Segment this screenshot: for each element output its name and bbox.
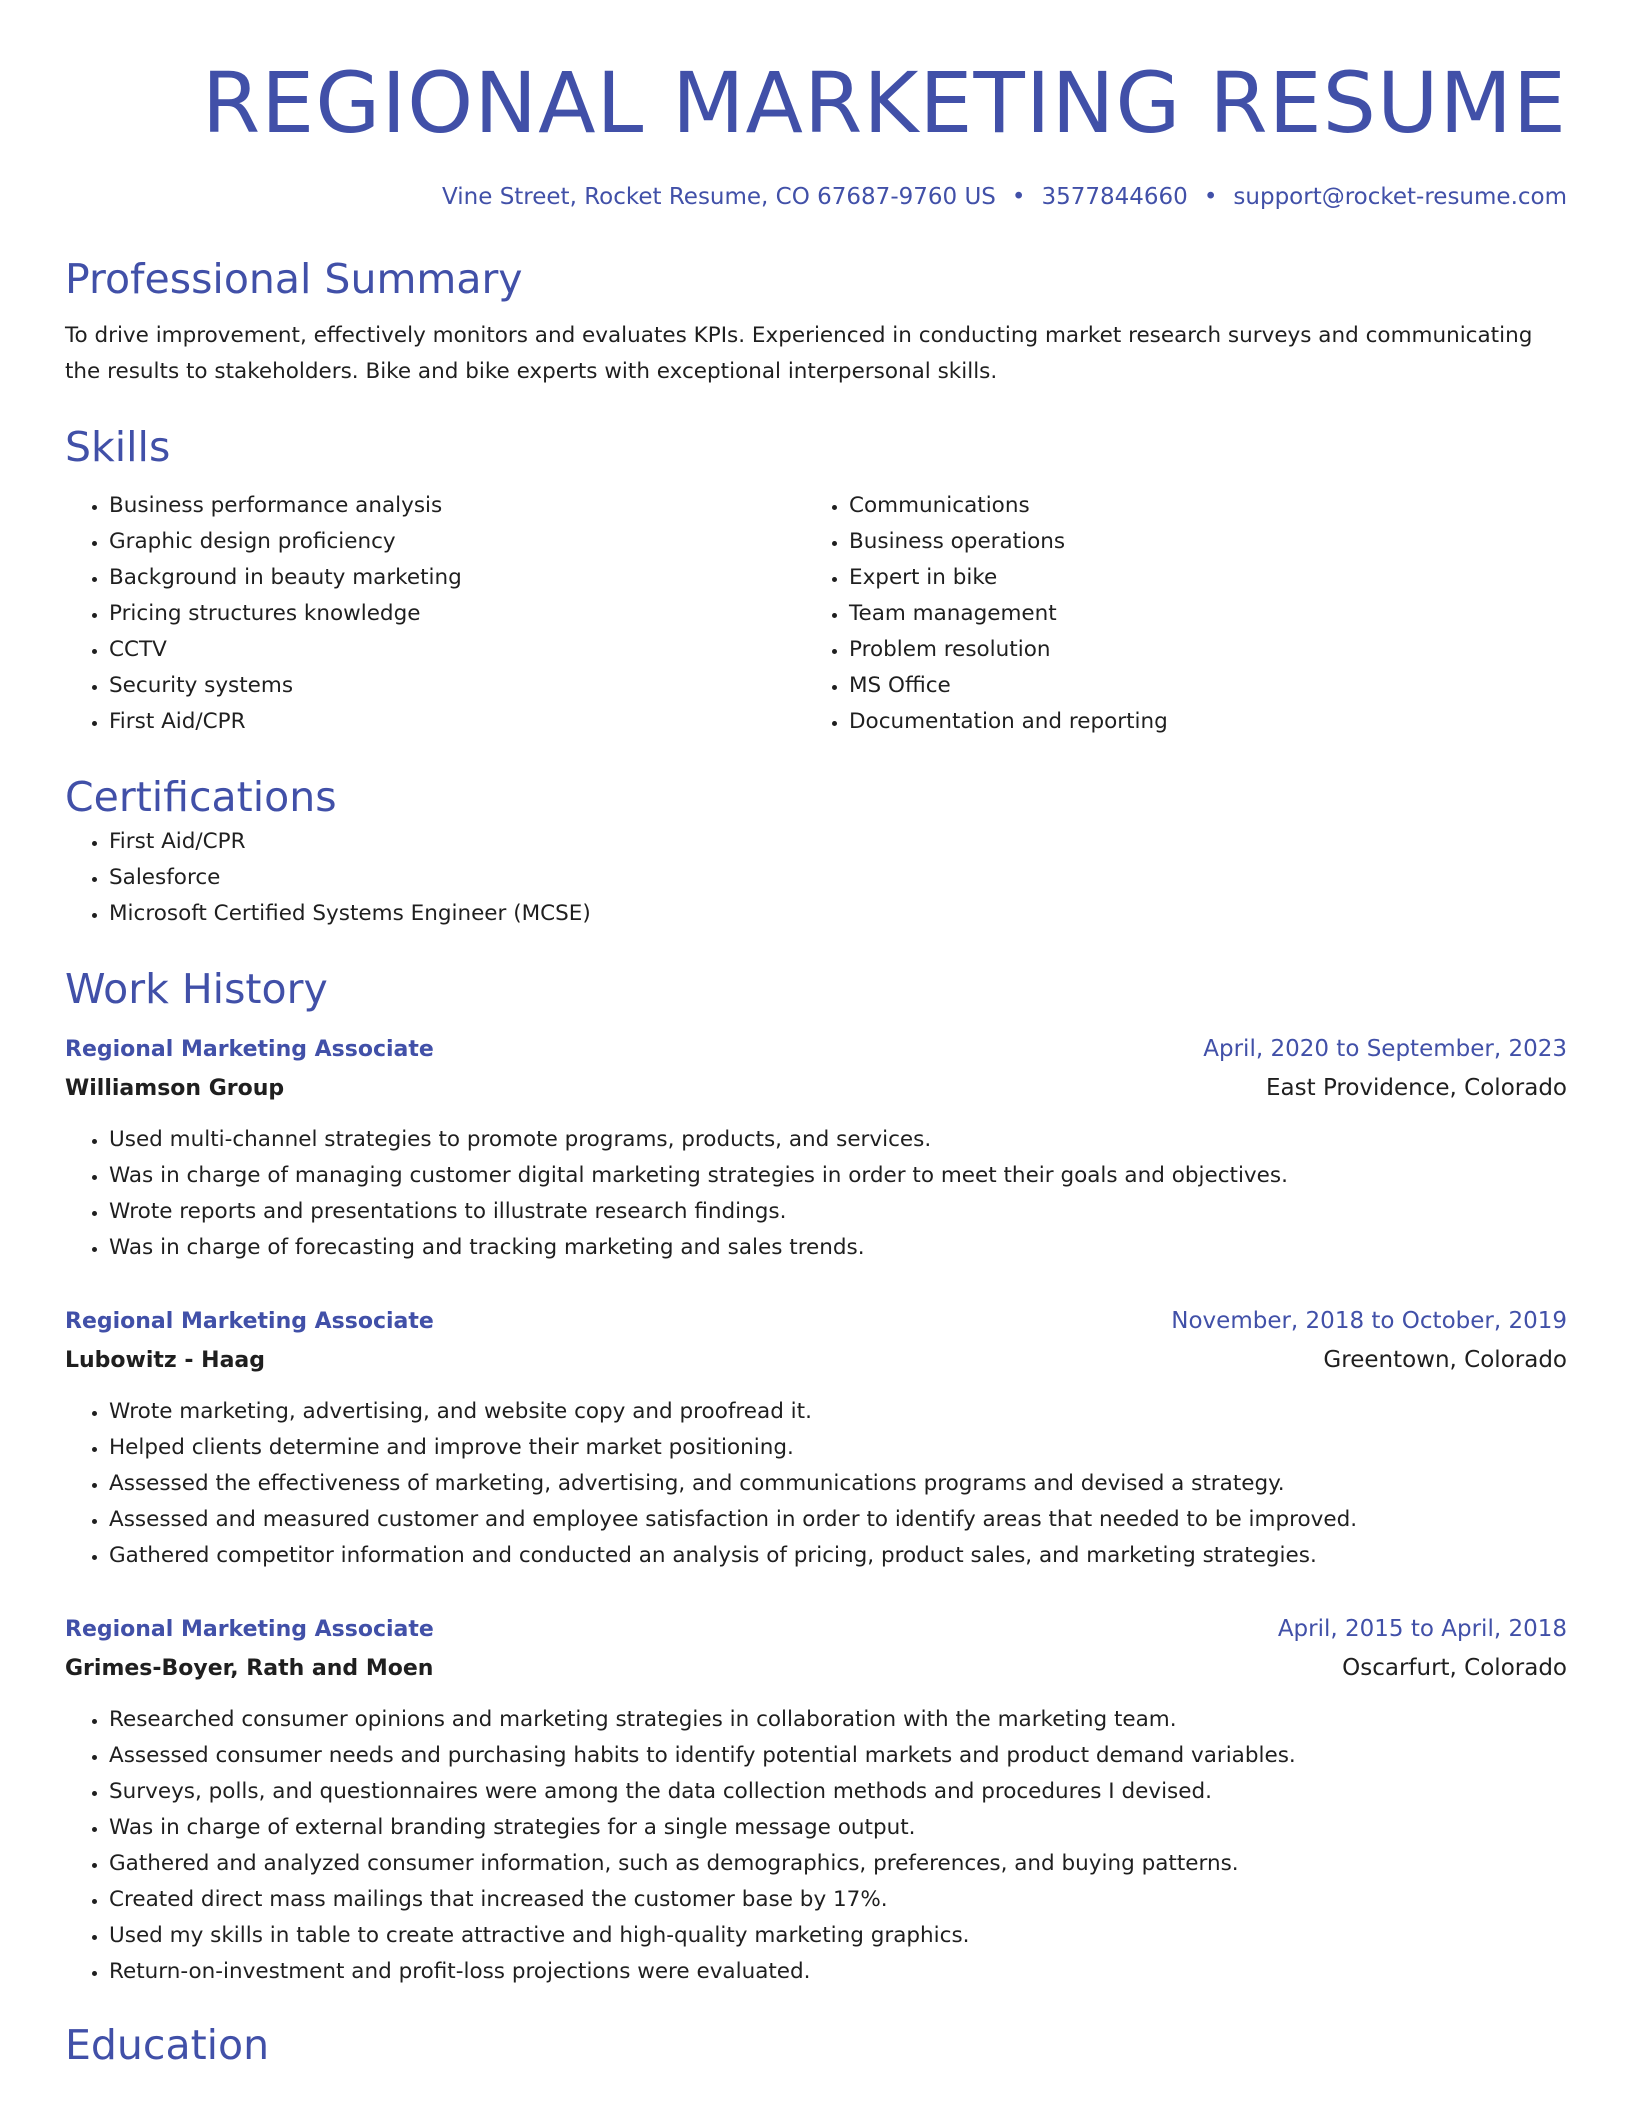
job-bullet: • Wrote marketing, advertising, and website copy and proofread it. <box>109 1394 1567 1430</box>
certifications-heading: Certifications <box>65 773 337 821</box>
job-bullet: • Assessed the effectiveness of marketing, advertising, and communications programs and devised a strategy. <box>109 1466 1567 1502</box>
skill-item: • Business operations <box>849 524 1545 560</box>
contact-separator: • <box>1011 184 1026 210</box>
contact-email[interactable]: support@rocket-resume.com <box>1233 184 1567 210</box>
contact-phone: 3577844660 <box>1041 184 1188 210</box>
resume-name: REGIONAL MARKETING RESUME <box>201 54 1567 152</box>
skill-item: • Business performance analysis <box>109 488 805 524</box>
job-company: Lubowitz - Haag <box>65 1348 266 1373</box>
summary-text: To drive improvement, effectively monitors and evaluates KPIs. Experienced in conducting market research surveys and communicating the results to stakeholders. Bike and bike experts with exceptional interpersonal skills. <box>65 323 1533 384</box>
job-bullet: • Helped clients determine and improve their market positioning. <box>109 1430 1567 1466</box>
work-history-heading: Work History <box>65 965 328 1013</box>
job-entry <box>65 1030 1567 1266</box>
skills-column-left <box>65 488 805 740</box>
job-company-row <box>65 1649 1567 1688</box>
job-header-row <box>65 1302 1567 1341</box>
job-bullets <box>65 1122 1567 1266</box>
job-dates: November, 2018 to October, 2019 <box>1171 1308 1567 1334</box>
skills-column-right <box>805 488 1545 740</box>
job-bullet: • Surveys, polls, and questionnaires were among the data collection methods and procedures I devised. <box>109 1774 1567 1810</box>
job-header-row <box>65 1030 1567 1069</box>
job-bullet: • Gathered and analyzed consumer information, such as demographics, preferences, and buying patterns. <box>109 1846 1567 1882</box>
certification-item: • Microsoft Certified Systems Engineer (MCSE) <box>109 896 1567 932</box>
skill-item: • Graphic design proficiency <box>109 524 805 560</box>
job-bullet: • Used my skills in table to create attractive and high-quality marketing graphics. <box>109 1918 1567 1954</box>
job-company: Grimes-Boyer, Rath and Moen <box>65 1656 434 1681</box>
skill-item: • Security systems <box>109 668 805 704</box>
contact-address: Vine Street, Rocket Resume, CO 67687-9760 US <box>442 184 996 210</box>
skills-columns <box>65 488 1567 740</box>
skill-item: • Documentation and reporting <box>849 704 1545 740</box>
summary-heading: Professional Summary <box>65 255 523 303</box>
certifications-list <box>65 824 1567 932</box>
certification-item: • First Aid/CPR <box>109 824 1567 860</box>
job-bullet: • Was in charge of managing customer digital marketing strategies in order to meet their goals and objectives. <box>109 1158 1567 1194</box>
job-bullet: • Wrote reports and presentations to illustrate research findings. <box>109 1194 1567 1230</box>
skill-item: • Problem resolution <box>849 632 1545 668</box>
skill-item: • Communications <box>849 488 1545 524</box>
certification-item: • Salesforce <box>109 860 1567 896</box>
job-bullet: • Researched consumer opinions and marketing strategies in collaboration with the marketing team. <box>109 1702 1567 1738</box>
contact-separator: • <box>1203 184 1218 210</box>
job-title: Regional Marketing Associate <box>65 1617 434 1642</box>
skill-item: • Background in beauty marketing <box>109 560 805 596</box>
job-company-row <box>65 1341 1567 1380</box>
skill-item: • CCTV <box>109 632 805 668</box>
skills-heading: Skills <box>65 423 171 471</box>
job-location: Oscarfurt, Colorado <box>1342 1655 1567 1681</box>
job-dates: April, 2020 to September, 2023 <box>1203 1036 1567 1062</box>
job-bullets <box>65 1702 1567 1990</box>
job-header-row <box>65 1610 1567 1649</box>
job-bullet: • Return-on-investment and profit-loss projections were evaluated. <box>109 1954 1567 1990</box>
job-bullet: • Used multi-channel strategies to promote programs, products, and services. <box>109 1122 1567 1158</box>
job-bullet: • Was in charge of forecasting and tracking marketing and sales trends. <box>109 1230 1567 1266</box>
job-bullet: • Created direct mass mailings that increased the customer base by 17%. <box>109 1882 1567 1918</box>
job-entry <box>65 1610 1567 1990</box>
job-location: East Providence, Colorado <box>1266 1075 1567 1101</box>
skills-list-right <box>805 488 1545 740</box>
skill-item: • Team management <box>849 596 1545 632</box>
job-dates: April, 2015 to April, 2018 <box>1277 1616 1567 1642</box>
job-bullet: • Assessed consumer needs and purchasing habits to identify potential markets and product demand variables. <box>109 1738 1567 1774</box>
job-title: Regional Marketing Associate <box>65 1309 434 1334</box>
skill-item: • Expert in bike <box>849 560 1545 596</box>
job-bullets <box>65 1394 1567 1574</box>
job-company: Williamson Group <box>65 1076 285 1101</box>
education-heading: Education <box>65 2021 270 2069</box>
job-entry <box>65 1302 1567 1574</box>
job-company-row <box>65 1069 1567 1108</box>
job-bullet: • Gathered competitor information and conducted an analysis of pricing, product sales, and marketing strategies. <box>109 1538 1567 1574</box>
skill-item: • MS Office <box>849 668 1545 704</box>
skill-item: • Pricing structures knowledge <box>109 596 805 632</box>
job-bullet: • Was in charge of external branding strategies for a single message output. <box>109 1810 1567 1846</box>
job-bullet: • Assessed and measured customer and employee satisfaction in order to identify areas that needed to be improved. <box>109 1502 1567 1538</box>
skill-item: • First Aid/CPR <box>109 704 805 740</box>
contact-line <box>65 180 1567 214</box>
job-location: Greentown, Colorado <box>1323 1347 1567 1373</box>
job-title: Regional Marketing Associate <box>65 1037 434 1062</box>
skills-list-left <box>65 488 805 740</box>
